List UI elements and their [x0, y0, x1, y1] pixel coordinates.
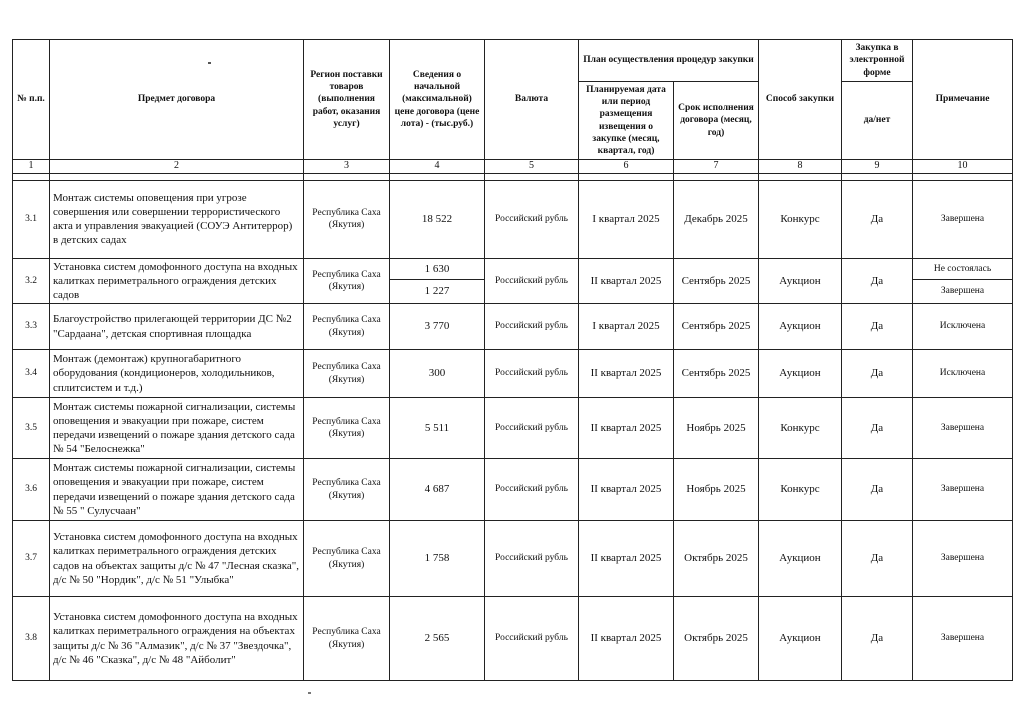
spacer-row	[13, 173, 1013, 180]
row-num: 3.8	[13, 597, 50, 681]
row-method: Аукцион	[759, 597, 842, 681]
row-electronic: Да	[842, 180, 913, 258]
row-term: Октябрь 2025	[674, 597, 759, 681]
row-currency: Российский рубль	[485, 398, 579, 459]
scan-speck	[308, 692, 311, 694]
row-term: Сентябрь 2025	[674, 350, 759, 398]
column-number: 6	[579, 160, 674, 174]
row-date: I квартал 2025	[579, 180, 674, 258]
row-num: 3.7	[13, 521, 50, 597]
row-term: Сентябрь 2025	[674, 304, 759, 350]
row-currency: Российский рубль	[485, 180, 579, 258]
row-electronic: Да	[842, 459, 913, 521]
row-electronic: Да	[842, 350, 913, 398]
header-region: Регион поставки товаров (выполнения работ, оказания услуг)	[304, 40, 390, 160]
row-term: Ноябрь 2025	[674, 398, 759, 459]
column-number: 3	[304, 160, 390, 174]
row-note: Завершена	[913, 180, 1013, 258]
table-row	[13, 459, 1013, 521]
header-plan-term: Срок исполнения договора (месяц, год)	[674, 82, 759, 160]
header-note: Примечание	[913, 40, 1013, 160]
row-method: Конкурс	[759, 180, 842, 258]
row-electronic: Да	[842, 521, 913, 597]
row-currency: Российский рубль	[485, 258, 579, 303]
row-region: Республика Саха (Якутия)	[304, 180, 390, 258]
row-note: Исключена	[913, 304, 1013, 350]
table-row	[13, 180, 1013, 258]
row-price: 5 511	[390, 398, 485, 459]
row-term: Сентябрь 2025	[674, 258, 759, 303]
row-electronic: Да	[842, 304, 913, 350]
row-note: Не состоялась	[913, 258, 1013, 279]
row-num: 3.2	[13, 258, 50, 303]
row-subject: Монтаж системы пожарной сигнализации, системы оповещения и эвакуации при пожаре, систем передачи извещений о пожаре здания детского сада № 55 " Сулусчаан"	[50, 459, 304, 521]
row-term: Октябрь 2025	[674, 521, 759, 597]
row-currency: Российский рубль	[485, 597, 579, 681]
header-currency: Валюта	[485, 40, 579, 160]
table-row	[13, 258, 1013, 279]
row-subject: Установка систем домофонного доступа на входных калитках периметрального ограждения на объектах защиты д/с № 36 "Алмазик", д/с № 37 "Звездочка", д/с № 46 "Сказка", д/с № 48 "Айболит"	[50, 597, 304, 681]
row-price: 1 630	[390, 258, 485, 279]
row-region: Республика Саха (Якутия)	[304, 459, 390, 521]
row-currency: Российский рубль	[485, 304, 579, 350]
row-term: Декабрь 2025	[674, 180, 759, 258]
row-currency: Российский рубль	[485, 350, 579, 398]
header-price: Сведения о начальной (максимальной) цене договора (цене лота) - (тыс.руб.)	[390, 40, 485, 160]
row-region: Республика Саха (Якутия)	[304, 521, 390, 597]
row-date: II квартал 2025	[579, 258, 674, 303]
row-subject: Установка систем домофонного доступа на входных калитках периметрального ограждения детских садов на объектах защиты д/с № 47 "Лесная сказка", д/с № 50 "Нордик", д/с № 51 "Улыбка"	[50, 521, 304, 597]
row-note: Завершена	[913, 398, 1013, 459]
row-note: Завершена	[913, 521, 1013, 597]
column-number: 2	[50, 160, 304, 174]
row-region: Республика Саха (Якутия)	[304, 398, 390, 459]
row-subject: Благоустройство прилегающей территории ДС №2 "Сардаана", детская спортивная площадка	[50, 304, 304, 350]
row-region: Республика Саха (Якутия)	[304, 258, 390, 303]
row-date: II квартал 2025	[579, 521, 674, 597]
table-row	[13, 398, 1013, 459]
row-date: II квартал 2025	[579, 350, 674, 398]
row-method: Конкурс	[759, 398, 842, 459]
row-method: Аукцион	[759, 521, 842, 597]
row-date: II квартал 2025	[579, 597, 674, 681]
row-note: Исключена	[913, 350, 1013, 398]
column-number: 5	[485, 160, 579, 174]
row-note: Завершена	[913, 459, 1013, 521]
column-number: 10	[913, 160, 1013, 174]
row-method: Аукцион	[759, 304, 842, 350]
header-electronic-sub: да/нет	[842, 82, 913, 160]
row-price: 1 758	[390, 521, 485, 597]
row-price: 18 522	[390, 180, 485, 258]
table-row	[13, 350, 1013, 398]
row-num: 3.3	[13, 304, 50, 350]
row-num: 3.6	[13, 459, 50, 521]
row-method: Аукцион	[759, 258, 842, 303]
row-electronic: Да	[842, 597, 913, 681]
row-subject: Монтаж системы пожарной сигнализации, системы оповещения и эвакуации при пожаре, систем передачи извещений о пожаре здания детского сада № 54 "Белоснежка"	[50, 398, 304, 459]
row-num: 3.5	[13, 398, 50, 459]
row-price: 300	[390, 350, 485, 398]
row-method: Конкурс	[759, 459, 842, 521]
table-row	[13, 304, 1013, 350]
row-region: Республика Саха (Якутия)	[304, 304, 390, 350]
table-row	[13, 521, 1013, 597]
row-note: Завершена	[913, 597, 1013, 681]
column-number: 8	[759, 160, 842, 174]
header-plan-date: Планируемая дата или период размещения извещения о закупке (месяц, квартал, год)	[579, 82, 674, 160]
row-region: Республика Саха (Якутия)	[304, 597, 390, 681]
row-electronic: Да	[842, 398, 913, 459]
column-number: 9	[842, 160, 913, 174]
row-currency: Российский рубль	[485, 459, 579, 521]
header-electronic: Закупка в электронной форме	[842, 40, 913, 82]
column-number: 1	[13, 160, 50, 174]
row-num: 3.1	[13, 180, 50, 258]
header-method: Способ закупки	[759, 40, 842, 160]
row-note-second: Завершена	[913, 279, 1013, 303]
column-number: 7	[674, 160, 759, 174]
row-subject: Монтаж системы оповещения при угрозе совершения или совершении террористического акта и управления эвакуацией (СОУЭ Антитеррор) в детских садах	[50, 180, 304, 258]
row-subject: Установка систем домофонного доступа на входных калитках периметрального ограждения детских садов	[50, 258, 304, 303]
column-number: 4	[390, 160, 485, 174]
column-numbers-row	[13, 160, 1013, 174]
row-date: II квартал 2025	[579, 459, 674, 521]
header-plan: План осуществления процедур закупки	[579, 40, 759, 82]
row-price-second: 1 227	[390, 279, 485, 303]
row-subject: Монтаж (демонтаж) крупногабаритного оборудования (кондиционеров, холодильников, сплитсистем и т.д.)	[50, 350, 304, 398]
row-currency: Российский рубль	[485, 521, 579, 597]
row-price: 3 770	[390, 304, 485, 350]
procurement-plan-table	[12, 39, 1013, 681]
header-subject: Предмет договора	[50, 40, 304, 160]
row-price: 2 565	[390, 597, 485, 681]
header-num: № п.п.	[13, 40, 50, 160]
row-region: Республика Саха (Якутия)	[304, 350, 390, 398]
row-date: I квартал 2025	[579, 304, 674, 350]
row-price: 4 687	[390, 459, 485, 521]
table-row	[13, 597, 1013, 681]
row-term: Ноябрь 2025	[674, 459, 759, 521]
row-date: II квартал 2025	[579, 398, 674, 459]
row-method: Аукцион	[759, 350, 842, 398]
row-num: 3.4	[13, 350, 50, 398]
row-electronic: Да	[842, 258, 913, 303]
